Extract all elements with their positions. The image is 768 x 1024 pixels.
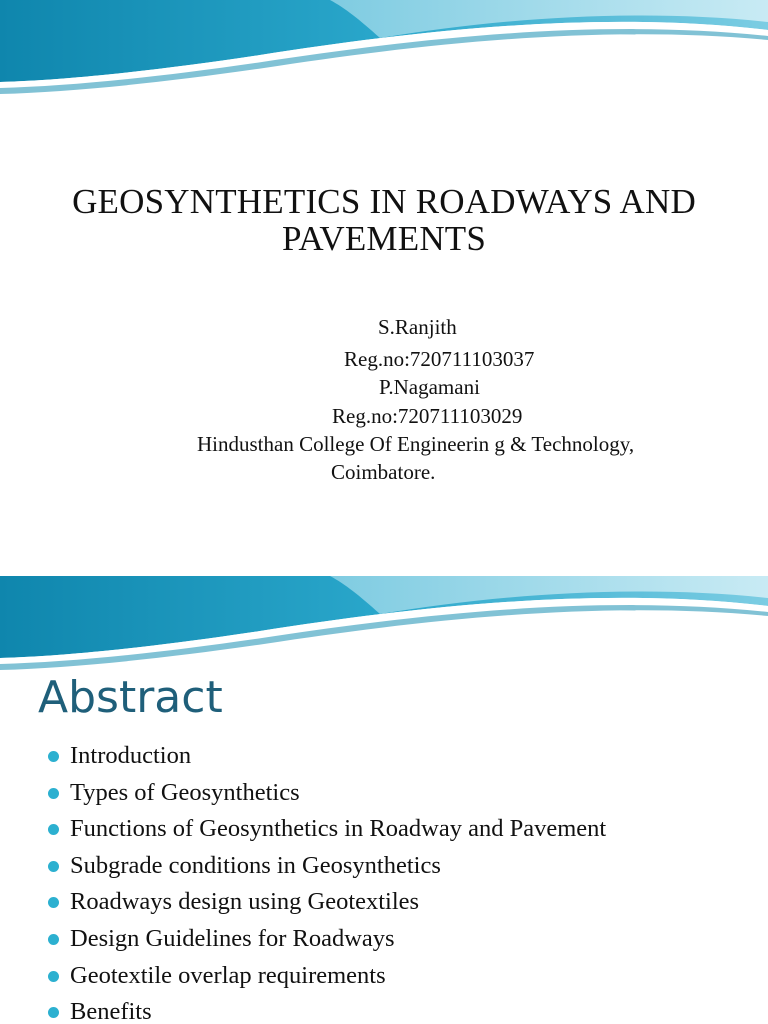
list-item [48, 884, 606, 921]
author-2-reg: Reg.no:720711103029 [332, 404, 523, 428]
slide-heading: Abstract [38, 672, 223, 723]
bullet-dot-icon [48, 934, 59, 945]
abstract-bullet-list [48, 738, 606, 1024]
author-1-reg: Reg.no:720711103037 [344, 347, 535, 371]
list-item [48, 738, 606, 775]
list-item [48, 811, 606, 848]
list-item [48, 921, 606, 958]
list-item [48, 994, 606, 1024]
header-wave-decoration [0, 0, 768, 100]
list-item [48, 958, 606, 995]
author-2-name: P.Nagamani [379, 375, 480, 399]
list-item [48, 848, 606, 885]
list-item-text: Roadways design using Geotextiles [70, 888, 420, 916]
bullet-dot-icon [48, 897, 59, 908]
presentation-title [0, 183, 768, 257]
list-item-text: Types of Geosynthetics [70, 778, 300, 806]
bullet-dot-icon [48, 971, 59, 982]
list-item [48, 775, 606, 812]
list-item-text: Geotextile overlap requirements [70, 961, 386, 989]
bullet-dot-icon [48, 824, 59, 835]
list-item-text: Benefits [70, 998, 152, 1024]
author-1-name: S.Ranjith [378, 315, 457, 339]
bullet-dot-icon [48, 1007, 59, 1018]
list-item-text: Introduction [70, 742, 192, 769]
abstract-slide [0, 576, 768, 1024]
bullet-dot-icon [48, 861, 59, 872]
title-line-1: GEOSYNTHETICS IN ROADWAYS AND [72, 182, 696, 221]
list-item-text: Functions of Geosynthetics in Roadway and Pavement [70, 815, 607, 843]
list-item-text: Subgrade conditions in Geosynthetics [70, 851, 441, 879]
header-wave-decoration [0, 576, 768, 676]
college-city: Coimbatore. [331, 460, 436, 484]
bullet-dot-icon [48, 788, 59, 799]
title-line-2: PAVEMENTS [281, 219, 487, 258]
college-name: Hindusthan College Of Engineerin g & Technology, [197, 432, 635, 456]
list-item-text: Design Guidelines for Roadways [70, 924, 395, 952]
bullet-dot-icon [48, 751, 59, 762]
